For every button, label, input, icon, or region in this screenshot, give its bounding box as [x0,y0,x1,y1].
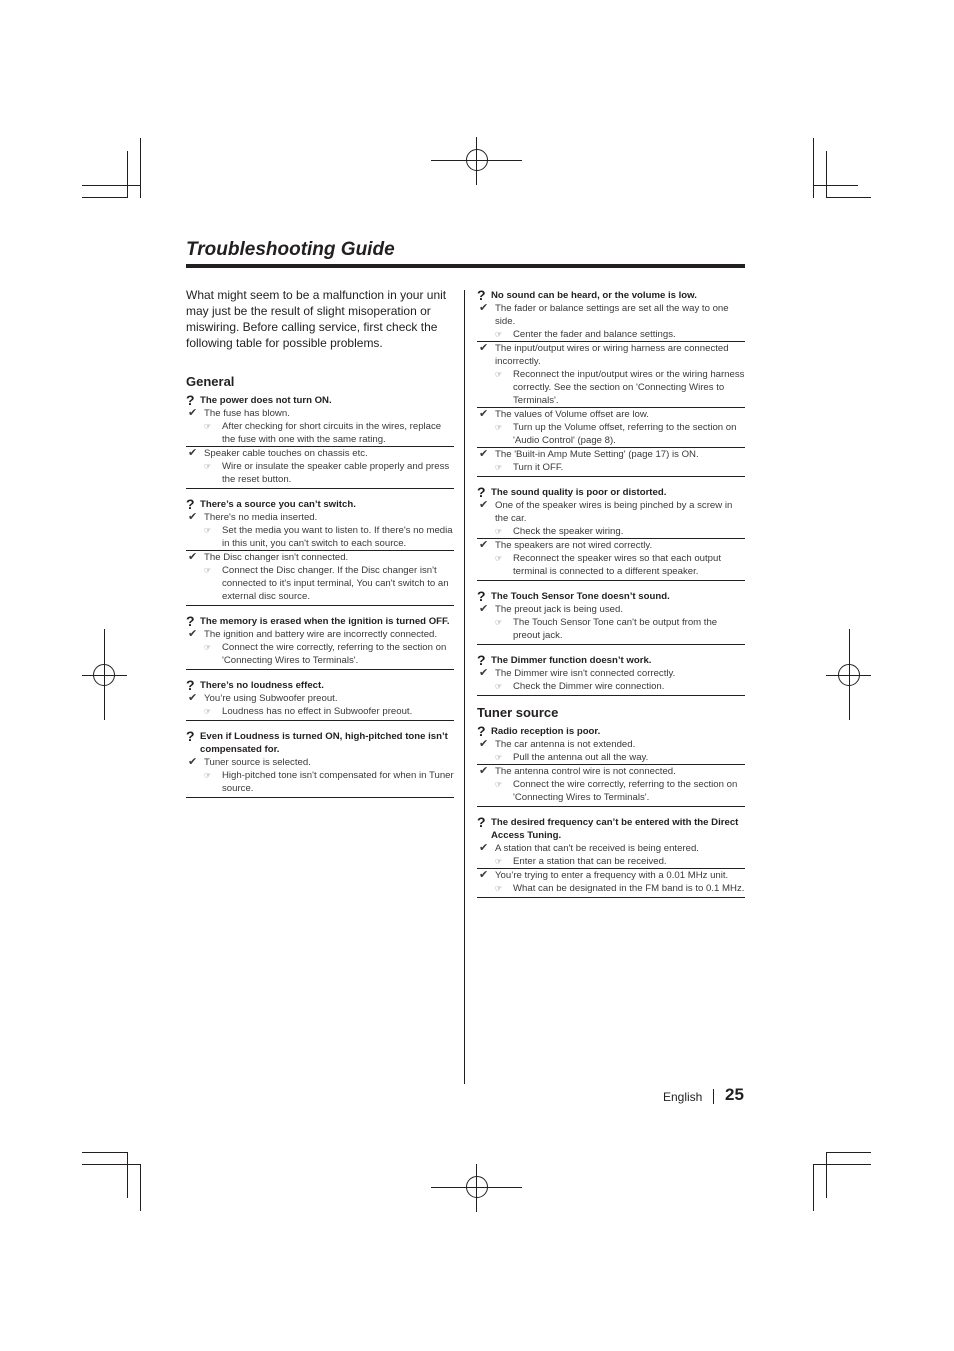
problem-question-text: No sound can be heard, or the volume is low. [491,290,697,301]
cause-text: The preout jack is being used. [495,604,623,615]
checkmark-icon: ✔ [479,302,489,314]
remedy-text: Loudness has no effect in Subwoofer preout. [222,706,413,717]
remedy-row [477,855,745,868]
cause-row [186,551,454,564]
pointing-hand-icon: ☞ [495,463,503,472]
cause-item [477,302,745,341]
remedy-row [477,328,745,341]
cause-item [186,550,454,603]
remedy-text: Center the fader and balance settings. [513,329,676,340]
remedy-text: What can be designated in the FM band is to 0.1 MHz. [513,883,745,894]
remedy-text: Connect the wire correctly, referring to the section on 'Connecting Wires to Terminals'. [222,642,447,666]
question-mark-icon: ? [477,652,486,668]
problem-list-general [186,394,454,798]
problem-question-text: The memory is erased when the ignition is turned OFF. [200,616,450,627]
remedy-text: Wire or insulate the speaker cable properly and press the reset button. [222,461,450,485]
cause-text: There's no media inserted. [204,512,318,523]
pointing-hand-icon: ☞ [204,643,212,652]
pointing-hand-icon: ☞ [495,780,503,789]
cause-row [186,628,454,641]
pointing-hand-icon: ☞ [495,330,503,339]
remedy-row [186,524,454,550]
cause-item [186,407,454,446]
pointing-hand-icon: ☞ [495,423,503,432]
pointing-hand-icon: ☞ [204,566,212,575]
remedy-text: Turn it OFF. [513,462,564,473]
pointing-hand-icon: ☞ [495,682,503,691]
pointing-hand-icon: ☞ [495,527,503,536]
cause-row [477,765,745,778]
cause-row [477,869,745,882]
cause-row [186,447,454,460]
pointing-hand-icon: ☞ [204,462,212,471]
checkmark-icon: ✔ [188,756,198,768]
problem-question [186,730,454,756]
left-column [186,287,454,798]
pointing-hand-icon: ☞ [495,753,503,762]
problem-question [186,615,454,628]
remedy-row [477,680,745,693]
checkmark-icon: ✔ [188,407,198,419]
problem-question [477,289,745,302]
cause-row [186,511,454,524]
remedy-text: Enter a station that can be received. [513,856,667,867]
remedy-text: High-pitched tone isn't compensated for when in Tuner source. [222,770,454,794]
remedy-text: Reconnect the speaker wires so that each output terminal is connected to a different speaker. [513,553,721,577]
problem-question-text: There’s a source you can’t switch. [200,499,356,510]
cause-text: The Dimmer wire isn't connected correctly. [495,668,676,679]
pointing-hand-icon: ☞ [204,771,212,780]
cause-text: The 'Built-in Amp Mute Setting' (page 17) is ON. [495,449,699,460]
problem-question-text: The power does not turn ON. [200,395,332,406]
problem-question-text: The sound quality is poor or distorted. [491,487,667,498]
remedy-text: Check the Dimmer wire connection. [513,681,665,692]
cause-item [477,447,745,474]
question-mark-icon: ? [477,287,486,303]
right-column [477,289,745,898]
problem-item [477,590,745,645]
problem-question [186,498,454,511]
cause-row [477,302,745,328]
cause-item [186,692,454,718]
problem-item [186,730,454,798]
footer-language: English [663,1090,703,1104]
question-mark-icon: ? [477,814,486,830]
cause-text: One of the speaker wires is being pinched by a screw in the car. [495,500,733,524]
problem-question [477,816,745,842]
pointing-hand-icon: ☞ [495,618,503,627]
cause-item [477,738,745,764]
question-mark-icon: ? [186,677,195,693]
problem-question-text: Radio reception is poor. [491,726,601,737]
remedy-row [477,751,745,764]
problem-question [477,654,745,667]
question-mark-icon: ? [186,728,195,744]
problem-item [477,486,745,581]
cause-text: A station that can't be received is being entered. [495,843,699,854]
checkmark-icon: ✔ [188,447,198,459]
cause-text: The car antenna is not extended. [495,739,636,750]
remedy-row [477,616,745,642]
problem-question-text: The Touch Sensor Tone doesn’t sound. [491,591,670,602]
cause-item [186,511,454,550]
problem-question [477,725,745,738]
problem-question-text: The desired frequency can’t be entered with the Direct Access Tuning. [491,817,739,841]
cause-row [477,448,745,461]
cause-row [477,342,745,368]
pointing-hand-icon: ☞ [495,370,503,379]
title-rule [186,264,745,268]
cause-text: Speaker cable touches on chassis etc. [204,448,368,459]
checkmark-icon: ✔ [479,603,489,615]
cause-row [477,499,745,525]
checkmark-icon: ✔ [479,842,489,854]
cause-row [477,408,745,421]
cause-text: Tuner source is selected. [204,757,311,768]
remedy-text: After checking for short circuits in the wires, replace the fuse with one with the same rating. [222,421,442,445]
pointing-hand-icon: ☞ [495,884,503,893]
remedy-text: Connect the Disc changer. If the Disc changer isn't connected to it's input terminal, You can't switch to an external disc source. [222,565,449,602]
page-number: 25 [725,1085,744,1104]
section-heading-tuner: Tuner source [477,705,559,720]
cause-row [186,407,454,420]
problem-question [477,590,745,603]
checkmark-icon: ✔ [479,765,489,777]
remedy-row [477,882,745,895]
remedy-row [477,552,745,578]
problem-question [186,679,454,692]
remedy-text: Pull the antenna out all the way. [513,752,649,763]
checkmark-icon: ✔ [188,551,198,563]
problem-list-general-continued [477,289,745,696]
question-mark-icon: ? [477,484,486,500]
problem-item [186,615,454,670]
problem-question [477,486,745,499]
cause-row [477,539,745,552]
problem-item [186,498,454,606]
section-heading-general: General [186,374,235,389]
checkmark-icon: ✔ [479,738,489,750]
cause-text: You’re using Subwoofer preout. [204,693,338,704]
cause-item [186,628,454,667]
question-mark-icon: ? [186,392,195,408]
remedy-row [477,368,745,407]
problem-item [477,725,745,807]
cause-item [477,667,745,693]
cause-item [477,538,745,578]
problem-list-tuner [477,725,745,898]
remedy-row [477,461,745,474]
cause-row [477,603,745,616]
question-mark-icon: ? [186,613,195,629]
checkmark-icon: ✔ [188,692,198,704]
problem-question-text: Even if Loudness is turned ON, high-pitched tone isn’t compensated for. [200,731,448,755]
problem-question [186,394,454,407]
cause-text: The speakers are not wired correctly. [495,540,653,551]
cause-text: The fader or balance settings are set all the way to one side. [495,303,729,327]
cause-item [186,756,454,795]
cause-row [477,667,745,680]
remedy-row [186,641,454,667]
cause-item [477,868,745,895]
footer-divider [713,1089,714,1104]
problem-question-text: The Dimmer function doesn’t work. [491,655,652,666]
cause-text: The Disc changer isn't connected. [204,552,349,563]
cause-text: You’re trying to enter a frequency with a 0.01 MHz unit. [495,870,729,881]
problem-item [477,654,745,696]
cause-item [477,341,745,407]
checkmark-icon: ✔ [479,667,489,679]
problem-item [477,289,745,477]
intro-paragraph: What might seem to be a malfunction in your unit may just be the result of slight misoperation or miswiring. Before calling service, first check the following table for possible problems. [186,288,447,350]
cause-row [477,842,745,855]
remedy-text: Reconnect the input/output wires or the wiring harness correctly. See the section on 'Connecting Wires to Terminals'. [513,369,745,406]
remedy-text: Check the speaker wiring. [513,526,624,537]
cause-item [477,499,745,538]
problem-item [186,394,454,489]
checkmark-icon: ✔ [188,628,198,640]
cause-text: The input/output wires or wiring harness are connected incorrectly. [495,343,729,367]
pointing-hand-icon: ☞ [495,554,503,563]
remedy-text: The Touch Sensor Tone can't be output from the preout jack. [513,617,718,641]
remedy-row [186,705,454,718]
remedy-row [186,564,454,603]
cause-item [477,842,745,868]
cause-item [186,446,454,486]
pointing-hand-icon: ☞ [204,526,212,535]
cause-item [477,407,745,447]
cause-text: The values of Volume offset are low. [495,409,649,420]
column-divider [464,290,465,1084]
checkmark-icon: ✔ [479,869,489,881]
remedy-row [186,460,454,486]
question-mark-icon: ? [477,723,486,739]
checkmark-icon: ✔ [479,499,489,511]
checkmark-icon: ✔ [188,511,198,523]
cause-row [186,756,454,769]
cause-text: The fuse has blown. [204,408,290,419]
cause-text: The ignition and battery wire are incorrectly connected. [204,629,438,640]
remedy-row [186,420,454,446]
cause-item [477,603,745,642]
pointing-hand-icon: ☞ [495,857,503,866]
remedy-row [477,525,745,538]
remedy-row [186,769,454,795]
checkmark-icon: ✔ [479,539,489,551]
cause-row [477,738,745,751]
question-mark-icon: ? [186,496,195,512]
problem-item [186,679,454,721]
problem-question-text: There’s no loudness effect. [200,680,324,691]
cause-item [477,764,745,804]
checkmark-icon: ✔ [479,448,489,460]
checkmark-icon: ✔ [479,342,489,354]
page-title: Troubleshooting Guide [186,239,395,260]
remedy-text: Connect the wire correctly, referring to the section on 'Connecting Wires to Terminals'. [513,779,738,803]
checkmark-icon: ✔ [479,408,489,420]
question-mark-icon: ? [477,588,486,604]
remedy-text: Turn up the Volume offset, referring to the section on 'Audio Control' (page 8). [513,422,737,446]
problem-item [477,816,745,898]
pointing-hand-icon: ☞ [204,707,212,716]
pointing-hand-icon: ☞ [204,422,212,431]
cause-text: The antenna control wire is not connected. [495,766,676,777]
remedy-row [477,421,745,447]
remedy-text: Set the media you want to listen to. If there's no media in this unit, you can't switch to each source. [222,525,453,549]
remedy-row [477,778,745,804]
cause-row [186,692,454,705]
